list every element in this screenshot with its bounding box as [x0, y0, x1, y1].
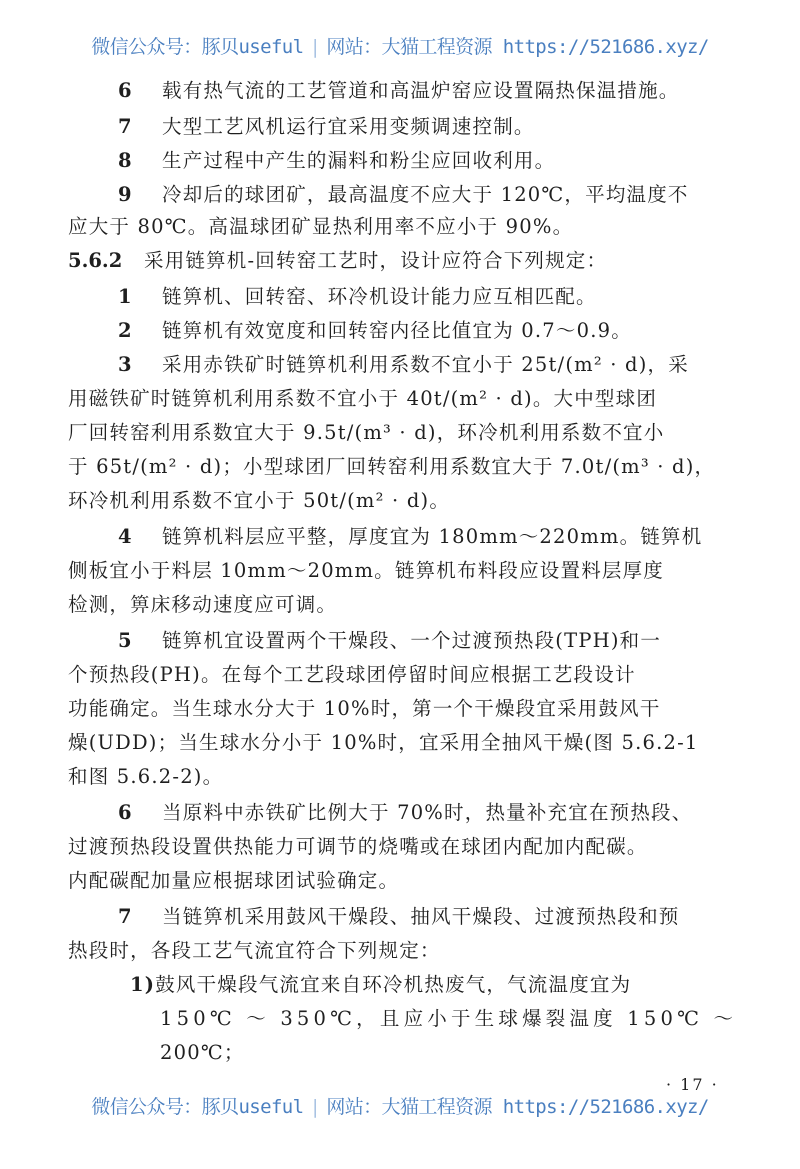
sub-clause-line-continued: 200℃； — [160, 1041, 245, 1064]
clause-line: 2 链箅机有效宽度和回转窑内径比值宜为 0.7～0.9。 — [118, 319, 632, 342]
clause-number: 9 — [118, 183, 133, 206]
clause-line-continued: 检测，箅床移动速度应可调。 — [68, 593, 338, 616]
clause-number: 4 — [118, 525, 133, 548]
clause-line: 7 当链箅机采用鼓风干燥段、抽风干燥段、过渡预热段和预 — [118, 905, 680, 928]
clause-line-continued: 过渡预热段设置供热能力可调节的烧嘴或在球团内配加内配碳。 — [68, 835, 648, 858]
clause-line: 3 采用赤铁矿时链箅机利用系数不宜小于 25t/(m² · d)，采 — [118, 353, 689, 376]
clause-number: 2 — [118, 319, 133, 342]
clause-number: 6 — [118, 801, 133, 824]
clause-line: 7 大型工艺风机运行宜采用变频调速控制。 — [118, 115, 535, 138]
clause-line: 9 冷却后的球团矿，最高温度不应大于 120℃，平均温度不 — [118, 183, 689, 206]
watermark-separator: | — [309, 1096, 321, 1118]
clause-line-continued: 内配碳配加量应根据球团试验确定。 — [68, 869, 400, 892]
watermark-wechat: 微信公众号：豚贝useful — [91, 1096, 304, 1118]
sub-clause-line: 1)鼓风干燥段气流宜来自环冷机热废气，气流温度宜为 — [130, 973, 632, 996]
clause-line-continued: 功能确定。当生球水分大于 10%时，第一个干燥段宜采用鼓风干 — [68, 697, 661, 720]
watermark-site: 网站：大猫工程资源 https://521686.xyz/ — [326, 1096, 709, 1118]
clause-line-continued: 热段时，各段工艺气流宜符合下列规定： — [68, 939, 441, 962]
clause-number: 7 — [118, 115, 133, 138]
clause-line: 5 链箅机宜设置两个干燥段、一个过渡预热段(TPH)和一 — [118, 629, 662, 652]
clause-line: 4 链箅机料层应平整，厚度宜为 180mm～220mm。链箅机 — [118, 525, 703, 548]
clause-line: 6 载有热气流的工艺管道和高温炉窑应设置隔热保温措施。 — [118, 79, 680, 102]
clause-line-continued: 于 65t/(m² · d)；小型球团厂回转窑利用系数宜大于 7.0t/(m³ · d)， — [68, 455, 716, 478]
clause-number: 7 — [118, 905, 133, 928]
clause-line-continued: 环冷机利用系数不宜小于 50t/(m² · d)。 — [68, 489, 451, 512]
clause-line: 8 生产过程中产生的漏料和粉尘应回收利用。 — [118, 149, 556, 172]
clause-number: 5 — [118, 629, 133, 652]
clause-line-continued: 用磁铁矿时链箅机利用系数不宜小于 40t/(m² · d)。大中型球团 — [68, 387, 658, 410]
clause-number: 6 — [118, 79, 133, 102]
clause-number: 8 — [118, 149, 133, 172]
sub-clause-line-continued: 150℃ ～ 350℃，且应小于生球爆裂温度 150℃ ～ — [160, 1007, 738, 1030]
clause-line-continued: 厂回转窑利用系数宜大于 9.5t/(m³ · d)，环冷机利用系数不宜小 — [68, 421, 665, 444]
page-number: · 17 · — [666, 1075, 719, 1094]
clause-line-continued: 侧板宜小于料层 10mm～20mm。链箅机布料段应设置料层厚度 — [68, 559, 664, 582]
section-number: 5.6.2 — [68, 249, 123, 272]
watermark-wechat: 微信公众号：豚贝useful — [91, 36, 304, 58]
clause-line: 1 链箅机、回转窑、环冷机设计能力应互相匹配。 — [118, 285, 597, 308]
clause-line-continued: 应大于 80℃。高温球团矿显热利用率不应小于 90%。 — [68, 215, 574, 238]
clause-line-continued: 和图 5.6.2-2)。 — [68, 765, 224, 788]
watermark-header — [0, 32, 800, 59]
clause-line-continued: 燥(UDD)；当生球水分小于 10%时，宜采用全抽风干燥(图 5.6.2-1 — [68, 731, 699, 754]
sub-clause-number: 1) — [130, 973, 156, 996]
watermark-footer — [0, 1092, 800, 1119]
clause-line: 6 当原料中赤铁矿比例大于 70%时，热量补充宜在预热段、 — [118, 801, 693, 824]
watermark-site: 网站：大猫工程资源 https://521686.xyz/ — [326, 36, 709, 58]
section-heading: 5.6.2 采用链箅机-回转窑工艺时，设计应符合下列规定： — [68, 249, 608, 272]
watermark-separator: | — [309, 36, 321, 58]
clause-number: 3 — [118, 353, 133, 376]
clause-number: 1 — [118, 285, 133, 308]
clause-line-continued: 个预热段(PH)。在每个工艺段球团停留时间应根据工艺段设计 — [68, 663, 636, 686]
